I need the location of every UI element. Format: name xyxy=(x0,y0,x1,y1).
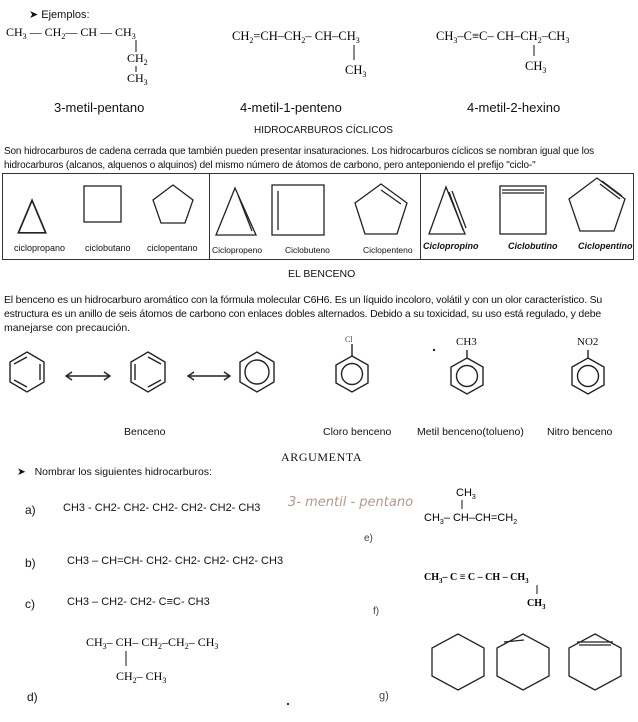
cyclic-text-line1: Son hidrocarburos de cadena cerrada que también pueden presentar insaturaciones. Los hidrocarburos cíclicos se nombran igual que los xyxy=(4,146,595,157)
argumenta-instruction-row: ➤ Nombrar los siguientes hidrocarburos: xyxy=(17,466,212,478)
example-name-1: 3-metil-pentano xyxy=(54,100,145,115)
cyclopentane-shape xyxy=(153,185,193,223)
svg-text:CH2=CH–CH2– CH–CH3: $CH_2=CH-CH_2-$ $CH-CH_3$ xyxy=(232,29,360,45)
substituent-ch3: CH3 xyxy=(456,336,477,348)
cyclopropene-shape xyxy=(216,188,256,235)
structure-4-metil-2-hexino xyxy=(436,0,636,80)
chlorobenzene-ring xyxy=(336,356,368,392)
svg-text:CH2: $CH_2$ xyxy=(127,51,148,67)
chlorobenzene-label: Cloro benceno xyxy=(323,426,392,438)
toluene-ring xyxy=(451,358,483,394)
svg-text:CH2– CH3: $CH_2-$ $CH_3$ xyxy=(116,669,167,685)
cyclobutane-shape xyxy=(84,186,121,222)
examples-bullet: ➤ Ejemplos: xyxy=(29,9,90,21)
item-c-formula: CH3 – CH2- CH2- C≡C- CH3 xyxy=(67,596,210,608)
cyclic-label-5: Ciclobuteno xyxy=(285,245,330,255)
benzene-kekule-1 xyxy=(10,352,44,392)
cyclic-label-7: Ciclopropino xyxy=(423,241,479,251)
svg-text:CH3–C≡C– CH–CH2–CH3: $CH_3-C\equiv C-$ $CH-CH_2-CH_3$ xyxy=(436,29,570,45)
cyclopentene-shape xyxy=(355,184,407,234)
svg-text:CH3 — CH2— CH — CH3: $CH_3$ — $CH_2—$ CH — $CH_3$ xyxy=(6,25,136,41)
examples-label: Ejemplos: xyxy=(41,9,90,21)
argumenta-instruction: Nombrar los siguientes hidrocarburos: xyxy=(34,466,212,478)
benzene-structures xyxy=(0,330,638,420)
argumenta-title: ARGUMENTA xyxy=(281,450,363,464)
substituent-cl: Cl xyxy=(345,335,353,344)
svg-text:CH3– CH–CH=CH2: $CH_3-$ $CH-CH=CH_2$ xyxy=(424,512,518,526)
item-a-formula: CH3 - CH2- CH2- CH2- CH2- CH2- CH3 xyxy=(63,502,261,514)
structure-3-metil-pentano xyxy=(0,0,210,87)
item-b-formula: CH3 – CH=CH- CH2- CH2- CH2- CH2- CH3 xyxy=(67,555,284,567)
nitrobenzene-ring xyxy=(572,358,604,394)
cyclopropane-shape xyxy=(18,200,45,233)
cyclic-label-1: ciclopropano xyxy=(14,243,66,253)
cyclic-label-6: Ciclopenteno xyxy=(363,245,413,255)
svg-text:CH3: $CH_3$ xyxy=(345,63,367,79)
cyclic-label-8: Ciclobutino xyxy=(508,241,558,251)
svg-text:CH3: $CH_3$ xyxy=(525,59,547,75)
example-name-2: 4-metil-1-penteno xyxy=(240,100,342,115)
svg-text:CH3: $CH_3$ xyxy=(127,71,148,87)
cyclic-label-4: Ciclopropeno xyxy=(212,245,263,255)
cyclopentyne-shape xyxy=(569,178,625,231)
structure-4-metil-1-penteno xyxy=(232,0,412,80)
svg-text:CH3– C ≡ C – CH – CH3: $CH_3-$ C ≡ C – CH – $CH_3$ xyxy=(424,572,529,585)
svg-text:CH3– CH– CH2–CH2– CH3: $CH_3-$ CH– $CH_2-CH_2-$ $CH_3$ xyxy=(86,635,219,651)
item-d-letter: d) xyxy=(27,690,38,704)
stray-dot xyxy=(287,703,289,705)
item-c-letter: c) xyxy=(25,597,35,611)
substituent-no2: NO2 xyxy=(577,336,599,348)
nitrobenzene-label: Nitro benceno xyxy=(547,426,613,438)
svg-text:CH3: $CH_3$ xyxy=(527,598,546,611)
item-f-structure xyxy=(424,565,624,615)
cyclic-label-3: ciclopentano xyxy=(147,243,198,253)
cyclohexane-shape xyxy=(432,634,484,690)
item-f-letter: f) xyxy=(373,606,380,617)
benzene-text-line1: El benceno es un hidrocarburo aromático con la fórmula molecular C6H6. Es un líquido incoloro, volátil y con un olor característico. Su xyxy=(4,294,603,306)
svg-text:CH3: $CH_3$ xyxy=(456,487,476,501)
cyclic-label-2: ciclobutano xyxy=(85,243,131,253)
item-d-structure xyxy=(86,632,286,702)
item-a-handwritten-answer: 3- mentil - pentano xyxy=(288,495,414,510)
item-g-letter: g) xyxy=(379,690,389,702)
item-e-letter: e) xyxy=(364,533,373,544)
cyclic-title: HIDROCARBUROS CÍCLICOS xyxy=(254,125,393,136)
toluene-label: Metil benceno(tolueno) xyxy=(417,426,524,438)
cyclic-label-9: Ciclopentino xyxy=(578,241,633,251)
cyclic-text-line2: hidrocarburos (alcanos, alquenos o alquinos) del mismo número de átomos de carbono, pero anteponiendo el prefijo "ciclo-" xyxy=(4,160,536,171)
benzene-text-line2: estructura es un anillo de seis átomos de carbono con enlaces dobles alternados. Debido a su toxicidad, su uso está regulado, y debe xyxy=(4,308,601,320)
item-g-rings xyxy=(424,628,634,698)
item-a-letter: a) xyxy=(25,503,36,517)
benzene-title: EL BENCENO xyxy=(288,268,356,280)
item-b-letter: b) xyxy=(25,556,36,570)
benzene-label: Benceno xyxy=(124,426,166,438)
benzene-kekule-2 xyxy=(131,352,165,392)
benzene-text-line3: manejarse con precaución. xyxy=(4,322,131,334)
item-e-structure xyxy=(424,484,584,534)
example-name-3: 4-metil-2-hexino xyxy=(467,100,561,115)
cyclobutene-shape xyxy=(272,185,324,235)
